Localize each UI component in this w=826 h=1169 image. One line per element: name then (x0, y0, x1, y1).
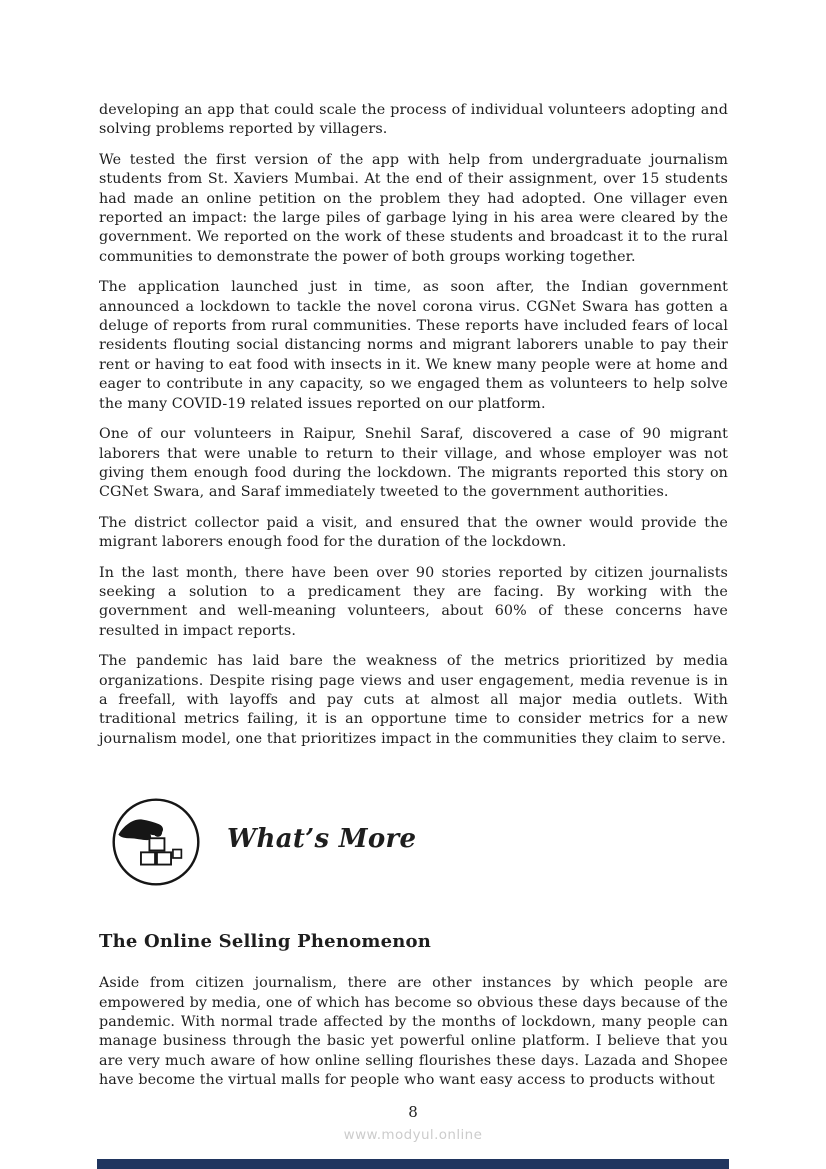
bottom-bar-divider (97, 1159, 729, 1169)
paragraph: One of our volunteers in Raipur, Snehil Saraf, discovered a case of 90 migrant laborers that were unable to return to their village, and whose employer was not giving them enough food during the lockdown. The migrants reported this story on CGNet Swara, and Saraf immediately tweeted to the government authorities. (99, 426, 728, 501)
page-number: 8 (408, 1103, 418, 1121)
paragraph: The application launched just in time, as soon after, the Indian government announced a lockdown to tackle the novel corona virus. CGNet Swara has gotten a deluge of reports from rural communities. These reports have included fears of local residents flouting social distancing norms and migrant laborers unable to pay their rent or having to eat food with insects in it. We knew many people were at home and eager to contribute in any capacity, so we engaged them as volunteers to help solve the many COVID-19 related issues reported on our platform. (99, 279, 728, 412)
paragraph: developing an app that could scale the process of individual volunteers adopting and solving problems reported by villagers. (99, 102, 728, 138)
paragraph: In the last month, there have been over 90 stories reported by citizen journalists seeking a solution to a predicament they are facing. By working with the government and well-meaning volunteers, about 60% of these concerns have resulted in impact reports. (99, 564, 728, 639)
paragraph: We tested the first version of the app with help from undergraduate journalism students from St. Xaviers Mumbai. At the end of their assignment, over 15 students had made an online petition on the problem they had adopted. One villager even reported an impact: the large piles of garbage lying in his area were cleared by the government. We reported on the work of these students and broadcast it to the rural communities to demonstrate the power of both groups working together. (99, 151, 728, 265)
whats-more-title: What’s More (227, 824, 417, 855)
paragraph: The district collector paid a visit, and ensured that the owner would provide the migrant laborers enough food for the duration of the lockdown. (99, 514, 728, 551)
hand-stacking-blocks-icon (109, 795, 203, 889)
section-heading: The Online Selling Phenomenon (99, 931, 431, 953)
page-content (99, 0, 728, 1102)
whats-more-banner (109, 795, 728, 889)
paragraph: The pandemic has laid bare the weakness of the metrics prioritized by media organizations. Despite rising page views and user engagement, media revenue is in a freefall, with layoffs and pay cuts at almost all major media outlets. With traditional metrics failing, it is an opportune time to consider metrics for a new journalism model, one that prioritizes impact in the communities they claim to serve. (99, 653, 728, 747)
watermark: www.modyul.online (343, 1127, 483, 1143)
paragraph: Aside from citizen journalism, there are other instances by which people are empowered by media, one of which has become so obvious these days because of the pandemic. With normal trade affected by the months of lockdown, many people can manage business through the basic yet powerful online platform. I believe that you are very much aware of how online selling flourishes these days. Lazada and Shopee have become the virtual malls for people who want easy access to products without (99, 975, 728, 1089)
